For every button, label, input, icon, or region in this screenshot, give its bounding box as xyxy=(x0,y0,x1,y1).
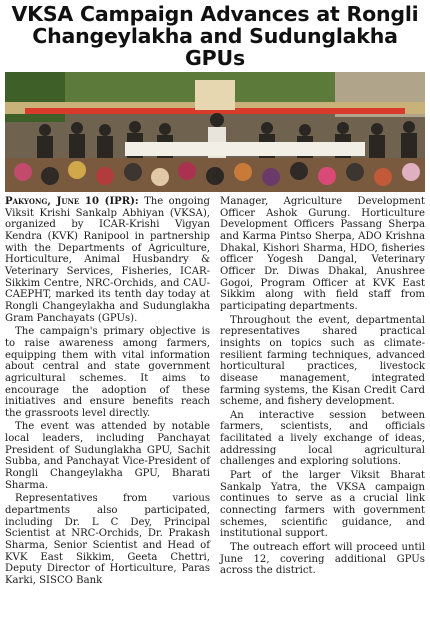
headline-line-2: Changeylakha and Sudunglakha GPUs xyxy=(32,24,398,70)
paragraph: The outreach effort will proceed until June 12, covering additional GPUs across the district. xyxy=(220,542,425,577)
paragraph: The event was attended by notable local leaders, including Panchayat President of Sudunglakha GPU, Sachit Subba, and Panchayat Vice-President of Rongli Changeylakha GPU, Bharati Sharma. xyxy=(5,421,210,491)
headline xyxy=(5,3,425,69)
event-photo-illustration xyxy=(5,72,425,192)
event-photo xyxy=(5,72,425,192)
news-clipping xyxy=(0,3,430,618)
paragraph: Part of the larger Viksit Bharat Sankalp Yatra, the VKSA campaign continues to serve as a crucial link connecting farmers with government schemes, scientific guidance, and institutional support. xyxy=(220,470,425,540)
paragraph-continued: Manager, Agriculture Development Officer Ashok Gurung. Horticulture Development Officers Passang Sherpa and Karma Pintso Sherpa, ADO Krishna Dhakal, Kishori Sharma, HDO, fisheries officer Yogesh Dangal, Veterinary Officer Dr. Diwas Dhakal, Anushree Gogoi, Program Officer at KVK East Sikkim along with field staff from participating departments. xyxy=(220,196,425,312)
article-body xyxy=(5,196,425,589)
paragraph-intro: Pakyong, June 10 (IPR): The ongoing Viksit Krishi Sankalp Abhiyan (VKSA), organized by ICAR-Krishi Vigyan Kendra (KVK) Ranipool in partnership with the Departments of Agriculture, Horticulture, Animal Husbandry & Veterinary Services, Fisheries, ICAR-Sikkim Centre, NRC-Orchids, and CAU-CAEPHT, marked its tenth day today at Rongli Changeylakha and Sudunglakha Gram Panchayats (GPUs). xyxy=(5,196,210,324)
paragraph: The campaign's primary objective is to raise awareness among farmers, equipping them with vital information about central and state government agricultural schemes. It aims to encourage the adoption of these initiatives and ensure benefits reach the grassroots level directly. xyxy=(5,326,210,419)
headline-line-1: VKSA Campaign Advances at Rongli xyxy=(11,2,419,26)
article-column-2 xyxy=(220,196,425,589)
paragraph: Throughout the event, departmental representatives shared practical insights on topics such as climate-resilient farming techniques, advanced horticultural practices, livestock disease management, integrated farming systems, the Kisan Credit Card scheme, and fishery development. xyxy=(220,314,425,408)
article-column-1 xyxy=(5,196,210,589)
paragraph: Representatives from various departments also participated, including Dr. L C Dey, Principal Scientist at NRC-Orchids, Dr. Prakash Sharma, Senior Scientist and Head of KVK East Sikkim, Geeta Chettri, Deputy Director of Horticulture, Paras Karki, SISCO Bank xyxy=(5,493,210,586)
paragraph: An interactive session between farmers, scientists, and officials facilitated a lively exchange of ideas, addressing local agricultural challenges and exploring solutions. xyxy=(220,409,425,468)
dateline: Pakyong, June 10 (IPR): xyxy=(5,196,139,207)
